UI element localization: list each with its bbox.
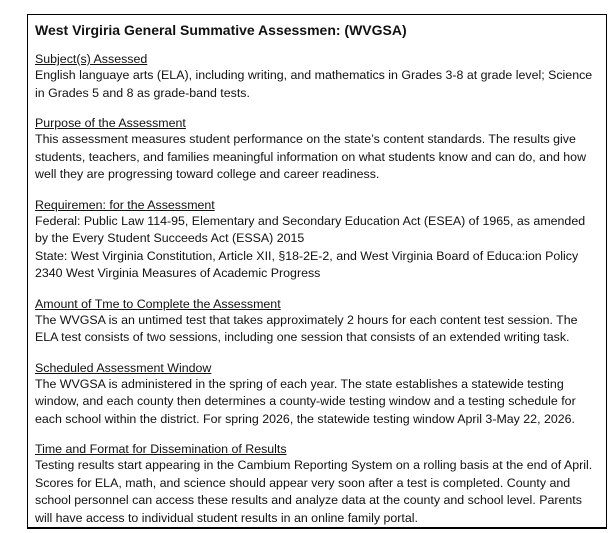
section-heading: Scheduled Assessment Window — [35, 360, 212, 375]
section-requirement — [35, 197, 600, 283]
section-subjects-assessed — [35, 51, 600, 102]
section-body: English languaye arts (ELA), including writing, and mathematics in Grades 3-8 at grade level; Science in Grades 5 and 8 as grade-band tests. — [35, 68, 593, 100]
state-requirement: State: West Virginia Constitution, Article XII, §18-2E-2, and West Virginia Board of Educa:ion Policy 2340 West Virginia Measures of Academic Progress — [35, 248, 579, 280]
assessment-info-box — [27, 14, 607, 529]
section-heading: Requiremen: for the Assessment — [35, 197, 215, 212]
section-body: Testing results start appearing in the Cambium Reporting System on a rolling basis at the end of April. Scores for ELA, math, and science should appear very soon after a test is completed. County and school personnel can access these results and analyze data at the county and school level. Parents will have access to individual student results in an online family portal. — [35, 458, 593, 525]
document-title: West Virgiria General Summative Assessmen: (WVGSA) — [35, 22, 407, 38]
section-time-to-complete — [35, 296, 600, 347]
section-body: The WVGSA is administered in the spring of each year. The state establishes a statewide testing window, and each county then determines a county-wide testing window and a testing schedule for each school within the district. For spring 2026, the statewide testing window April 3-May 22, 2026. — [35, 376, 576, 426]
section-heading: Purpose of the Assessment — [35, 116, 186, 130]
section-body: The WVGSA is an untimed test that takes approximately 2 hours for each content test session. The ELA test consists of two sessions, including one session that consists of an extended writing task. — [35, 312, 578, 344]
section-purpose — [35, 115, 600, 184]
section-heading: Amount of Tme to Complete the Assessment — [35, 296, 281, 311]
section-assessment-window — [35, 360, 600, 429]
section-results-dissemination — [35, 441, 600, 527]
section-heading: Subject(s) Assessed — [35, 52, 148, 66]
section-heading: Time and Format for Dissemination of Results — [35, 442, 287, 456]
federal-requirement: Federal: Public Law 114-95, Elementary and Secondary Education Act (ESEA) of 1965, as amended by the Every Student Succeeds Act (ESSA) 2015 — [35, 213, 586, 245]
section-body: This assessment measures student performance on the state’s content standards. The results give students, teachers, and families meaningful information on what students know and can do, and how well they are progressing toward college and career readiness. — [35, 132, 587, 181]
